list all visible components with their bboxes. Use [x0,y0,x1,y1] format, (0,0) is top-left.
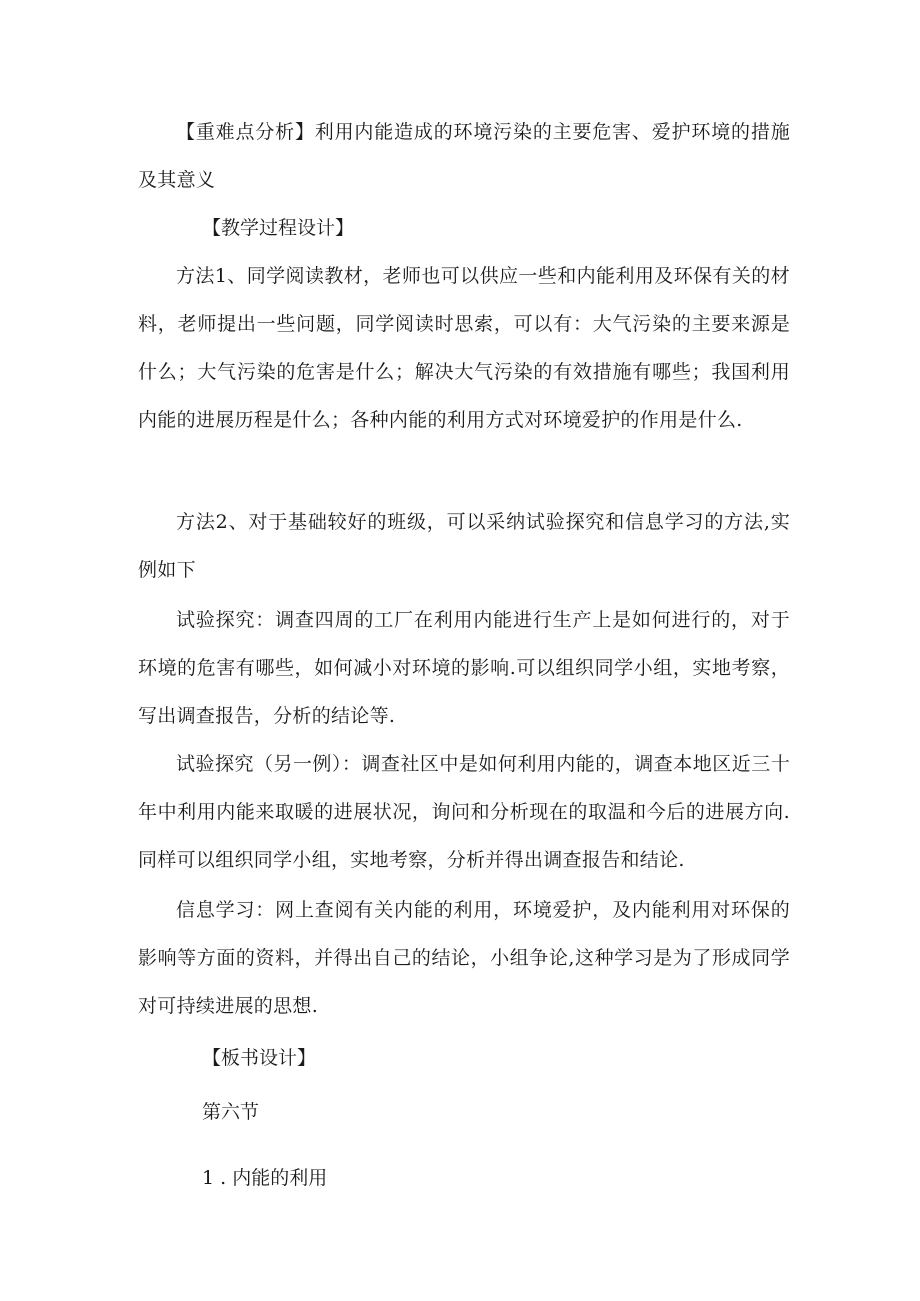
information-learning-paragraph: 信息学习：网上查阅有关内能的利用，环境爱护，及内能利用对环保的影响等方面的资料，并得出自己的结论，小组争论,这种学习是为了形成同学对可持续进展的思想. [138,899,790,1017]
experiment-inquiry-example-paragraph: 试验探究（另一例）：调查社区中是如何利用内能的，调查本地区近三十年中利用内能来取暖的进展状况，询问和分析现在的取温和今后的进展方向.同样可以组织同学小组，实地考察，分析并得出调查报告和结论. [138,753,790,871]
experiment-inquiry-paragraph: 试验探究：调查四周的工厂在利用内能进行生产上是如何进行的，对于环境的危害有哪些，如何减小对环境的影响.可以组织同学小组，实地考察，写出调查报告，分析的结论等. [138,609,790,727]
board-design-heading: 【板书设计】 [202,1047,317,1069]
key-points-paragraph: 【重难点分析】利用内能造成的环境污染的主要危害、爱护环境的措施及其意义 [138,121,790,191]
method-1-paragraph: 方法1、同学阅读教材，老师也可以供应一些和内能利用及环保有关的材料，老师提出一些问题，同学阅读时思索，可以有：大气污染的主要来源是什么；大气污染的危害是什么；解决大气污染的有效措施有哪些；我国利用内能的进展历程是什么；各种内能的利用方式对环境爱护的作用是什么. [138,265,790,431]
section-title: 第六节 [202,1101,260,1123]
list-item-1: 1 . 内能的利用 [202,1167,328,1189]
teaching-process-heading: 【教学过程设计】 [202,217,355,239]
method-2-paragraph: 方法2、对于基础较好的班级，可以采纳试验探究和信息学习的方法,实例如下 [138,511,790,581]
